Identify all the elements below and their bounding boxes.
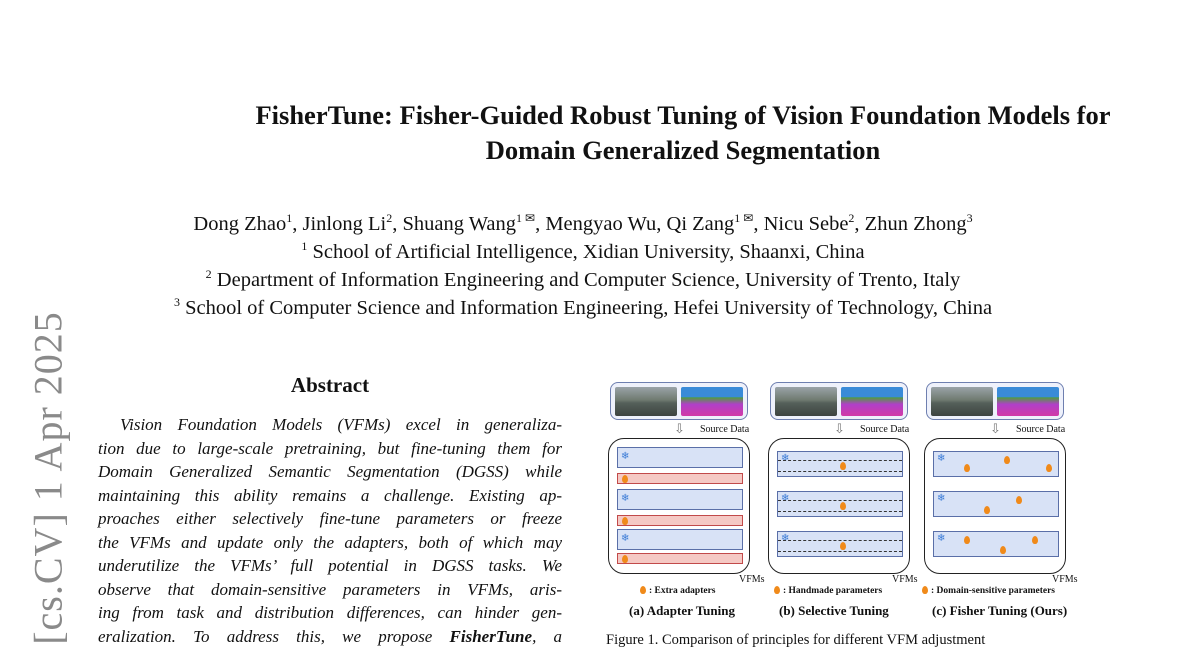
author-sup: 3: [966, 211, 973, 225]
flame-icon: [622, 475, 628, 483]
abstract-heading: Abstract: [290, 373, 370, 397]
author-sup: 2: [848, 211, 855, 225]
affiliation-text: School of Computer Science and Information Engineering, Hefei University of Technology, China: [179, 297, 993, 319]
dashed-divider: [778, 500, 902, 501]
vfm-layer: [777, 491, 903, 517]
title-line-1: FisherTune: Fisher-Guided Robust Tuning of Vision Foundation Models for: [255, 100, 1111, 130]
street-image: [931, 387, 993, 416]
figure-1: [604, 378, 1084, 628]
abstract-body: [98, 413, 562, 648]
flame-icon: [1016, 496, 1022, 504]
street-image: [775, 387, 837, 416]
flame-icon: [622, 517, 628, 525]
frozen-snowflake-icon: ❄: [781, 453, 790, 464]
author-separator: ,: [392, 213, 403, 235]
frozen-snowflake-icon: ❄: [937, 453, 946, 464]
figure-caption: Figure 1. Comparison of principles for different VFM adjustment: [606, 632, 986, 648]
abstract-line: the VFMs and update only the adapters, both of which may: [98, 532, 562, 552]
abstract-line-tail: , a: [532, 626, 562, 646]
vfm-model-box: [768, 438, 910, 574]
author-separator: ,: [753, 213, 764, 235]
vfm-layer: [617, 529, 743, 550]
vfm-layer: [933, 531, 1059, 557]
flame-icon: [1004, 456, 1010, 464]
title-line-2: Domain Generalized Segmentation: [485, 135, 881, 165]
legend-text: : Handmade parameters: [783, 586, 883, 596]
legend-text: : Extra adapters: [649, 586, 716, 596]
flame-icon: [840, 462, 846, 470]
arxiv-identifier-stamp: [cs.CV] 1 Apr 2025: [25, 311, 71, 645]
affiliation-3: [0, 294, 1166, 322]
flame-icon: [922, 586, 928, 594]
abstract-line: underutilize the VFMs’ full potential in DGSS tasks. We: [98, 556, 562, 575]
frozen-snowflake-icon: ❄: [621, 451, 630, 462]
segmentation-image: [841, 387, 903, 416]
segmentation-image: [997, 387, 1059, 416]
fishertune-term: FisherTune: [449, 626, 533, 646]
abstract-last-line: [98, 625, 562, 649]
vfm-layer: [777, 451, 903, 477]
adapter-layer: [617, 473, 743, 484]
paper-title: [100, 98, 1200, 168]
legend-text: : Domain-sensitive parameters: [931, 586, 1056, 596]
author-name: Dong Zhao: [193, 213, 287, 235]
panel-adapter-tuning: [604, 378, 765, 588]
dashed-divider: [778, 460, 902, 461]
panel-selective-tuning: [764, 378, 918, 588]
vfm-layer: [933, 451, 1059, 477]
vfm-layer: [777, 531, 903, 557]
vfm-layer: [617, 447, 743, 468]
author-name: Shuang Wang: [402, 213, 516, 235]
subcaption-c: (c) Fisher Tuning (Ours): [932, 603, 1068, 618]
adapter-layer: [617, 515, 743, 526]
affiliation-text: Department of Information Engineering and Computer Science, University of Trento, Italy: [211, 269, 961, 291]
author-name: Zhun Zhong: [864, 213, 967, 235]
affiliation-sup: 2: [205, 267, 212, 281]
author-sup: 1 ✉: [516, 211, 536, 225]
author-separator: ,: [854, 213, 865, 235]
flame-icon: [840, 502, 846, 510]
down-arrow-icon: ⇩: [674, 422, 685, 437]
abstract-line: ing from task and distribution differences, can hinder gen-: [98, 603, 562, 622]
source-data-label: Source Data: [1016, 424, 1066, 435]
vfm-label: VFMs: [739, 574, 765, 585]
frozen-snowflake-icon: ❄: [621, 493, 630, 504]
author-block: [0, 210, 1166, 322]
flame-icon: [1032, 536, 1038, 544]
author-sup: 1: [286, 211, 293, 225]
vfm-label: VFMs: [892, 574, 918, 585]
frozen-snowflake-icon: ❄: [621, 533, 630, 544]
flame-icon: [964, 464, 970, 472]
source-data-label: Source Data: [700, 424, 750, 435]
legend-domain-sensitive-parameters: [922, 586, 1055, 596]
abstract-line: maintaining this ability remains a challenge. Existing ap-: [98, 485, 562, 505]
author-separator: ,: [535, 213, 546, 235]
segmentation-image: [681, 387, 743, 416]
subcaption-b: (b) Selective Tuning: [779, 603, 889, 618]
dashed-divider: [778, 511, 902, 512]
abstract-line: Domain Generalized Semantic Segmentation (DGSS) while: [98, 462, 562, 481]
flame-icon: [1000, 546, 1006, 554]
frozen-snowflake-icon: ❄: [781, 533, 790, 544]
author-sup: 1 ✉: [734, 211, 754, 225]
flame-icon: [640, 586, 646, 594]
source-data-box: [610, 382, 748, 420]
flame-icon: [622, 555, 628, 563]
flame-icon: [984, 506, 990, 514]
author-name: Nicu Sebe: [763, 213, 849, 235]
adapter-layer: [617, 553, 743, 564]
flame-icon: [840, 542, 846, 550]
down-arrow-icon: ⇩: [990, 422, 1001, 437]
dashed-divider: [778, 471, 902, 472]
panel-fisher-tuning: [920, 378, 1078, 588]
legend-extra-adapters: [640, 586, 716, 596]
abstract-line: tion due to large-scale pretraining, but fine-tuning them for: [98, 438, 562, 458]
abstract-line: observe that domain-sensitive parameters in VFMs, aris-: [98, 579, 562, 599]
vfm-layer: [617, 489, 743, 510]
affiliation-sup: 1: [301, 239, 308, 253]
frozen-snowflake-icon: ❄: [937, 533, 946, 544]
vfm-model-box: [608, 438, 750, 574]
abstract-line-text: eralization. To address this, we propose: [98, 626, 450, 646]
flame-icon: [1046, 464, 1052, 472]
source-data-label: Source Data: [860, 424, 910, 435]
author-sup: 2: [386, 211, 393, 225]
affiliation-1: [0, 238, 1166, 266]
source-data-box: [926, 382, 1064, 420]
author-name: Mengyao Wu: [545, 213, 657, 235]
down-arrow-icon: ⇩: [834, 422, 845, 437]
frozen-snowflake-icon: ❄: [781, 493, 790, 504]
subcaption-a: (a) Adapter Tuning: [629, 603, 735, 618]
affiliation-sup: 3: [173, 295, 180, 309]
author-separator: ,: [292, 213, 303, 235]
dashed-divider: [778, 551, 902, 552]
author-name: Jinlong Li: [302, 213, 387, 235]
author-name: Qi Zang: [666, 213, 735, 235]
affiliation-2: [0, 266, 1166, 294]
dashed-divider: [778, 540, 902, 541]
abstract-line: proaches either selectively fine-tune parameters or freeze: [98, 509, 562, 528]
vfm-layer: [933, 491, 1059, 517]
vfm-label: VFMs: [1052, 574, 1078, 585]
frozen-snowflake-icon: ❄: [937, 493, 946, 504]
author-list: [0, 210, 1166, 238]
legend-handmade-parameters: [774, 586, 882, 596]
flame-icon: [774, 586, 780, 594]
source-data-box: [770, 382, 908, 420]
author-separator: ,: [656, 213, 667, 235]
abstract-line: Vision Foundation Models (VFMs) excel in generaliza-: [120, 415, 562, 434]
flame-icon: [964, 536, 970, 544]
street-image: [615, 387, 677, 416]
affiliation-text: School of Artificial Intelligence, Xidian University, Shaanxi, China: [307, 241, 865, 263]
vfm-model-box: [924, 438, 1066, 574]
